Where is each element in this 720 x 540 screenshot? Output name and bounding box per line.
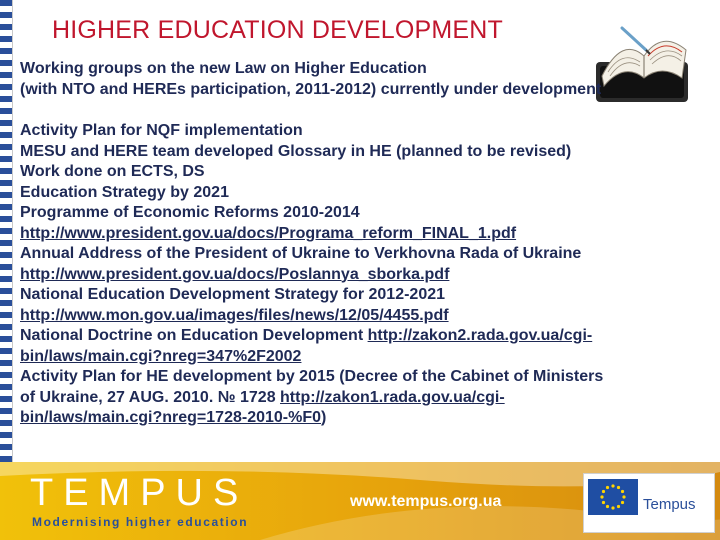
left-border-decoration bbox=[0, 0, 12, 462]
list-item bbox=[20, 388, 716, 409]
list-item bbox=[20, 306, 716, 327]
list-item bbox=[20, 347, 716, 368]
list-item bbox=[20, 285, 716, 306]
eu-star bbox=[611, 484, 614, 487]
tempus-logo-text: TEMPUS bbox=[30, 472, 249, 514]
document-link[interactable]: bin/laws/main.cgi?nreg=347%2F2002 bbox=[20, 347, 302, 365]
list-item bbox=[20, 224, 716, 245]
list-item-text: National Education Development Strategy for 2012-2021 bbox=[20, 286, 446, 303]
eu-star bbox=[606, 486, 609, 489]
document-link[interactable]: http://zakon1.rada.gov.ua/cgi- bbox=[280, 388, 505, 406]
list-item-text: Activity Plan for HE development by 2015 (Decree of the Cabinet of Ministers bbox=[20, 368, 604, 385]
eu-star bbox=[617, 505, 620, 508]
eu-star bbox=[611, 506, 614, 509]
spacer bbox=[20, 100, 716, 121]
eu-star bbox=[606, 505, 609, 508]
list-item bbox=[20, 326, 716, 347]
list-item bbox=[20, 265, 716, 286]
list-item-text: Work done on ECTS, DS bbox=[20, 163, 205, 180]
list-item-text: Activity Plan for NQF implementation bbox=[20, 122, 303, 139]
list-item bbox=[20, 408, 716, 429]
list-item bbox=[20, 203, 716, 224]
intro-line-2: (with NTO and HEREs participation, 2011-2012) currently under development bbox=[20, 80, 602, 98]
tempus-tagline: Modernising higher education bbox=[32, 515, 249, 529]
list-item-text: Annual Address of the President of Ukraine to Verkhovna Rada of Ukraine bbox=[20, 245, 582, 262]
list-item bbox=[20, 367, 716, 388]
website-link[interactable]: www.tempus.org.ua bbox=[350, 493, 502, 510]
list-item-text: MESU and HERE team developed Glossary in HE (planned to be revised) bbox=[20, 142, 572, 160]
list-item-text: Education Strategy by 2021 bbox=[20, 183, 229, 201]
eu-star bbox=[602, 501, 605, 504]
eu-star bbox=[602, 490, 605, 493]
document-link[interactable]: http://www.mon.gov.ua/images/files/news/12/05/4455.pdf bbox=[20, 306, 449, 324]
eu-star bbox=[622, 495, 625, 498]
list-item bbox=[20, 121, 716, 142]
list-item-text: of Ukraine, 27 AUG. 2010. № 1728 bbox=[20, 388, 281, 406]
list-item-text: National Doctrine on Education Development bbox=[20, 327, 368, 344]
eu-star bbox=[600, 495, 603, 498]
document-link[interactable]: http://www.president.gov.ua/docs/Programa_reform_FINAL_1.pdf bbox=[20, 224, 517, 242]
list-item-suffix: ) bbox=[321, 409, 327, 426]
document-link[interactable]: bin/laws/main.cgi?nreg=1728-2010-%F0 bbox=[20, 409, 322, 426]
eu-star bbox=[621, 490, 624, 493]
list-item bbox=[20, 183, 716, 204]
list-item bbox=[20, 142, 716, 163]
eu-flag-icon bbox=[588, 479, 638, 515]
list-item-text: Programme of Economic Reforms 2010-2014 bbox=[20, 204, 360, 221]
list-item bbox=[20, 244, 716, 265]
document-list bbox=[20, 121, 716, 429]
slide-content bbox=[20, 59, 716, 429]
eu-badge-label: Tempus bbox=[643, 496, 696, 513]
eu-star bbox=[621, 501, 624, 504]
document-link[interactable]: http://www.president.gov.ua/docs/Poslannya_sborka.pdf bbox=[20, 265, 450, 283]
intro-line-1: Working groups on the new Law on Higher Education bbox=[20, 60, 427, 77]
list-item bbox=[20, 162, 716, 183]
document-link[interactable]: http://zakon2.rada.gov.ua/cgi- bbox=[367, 327, 593, 344]
slide-title: HIGHER EDUCATION DEVELOPMENT bbox=[52, 16, 504, 44]
eu-star bbox=[617, 486, 620, 489]
eu-tempus-badge bbox=[583, 473, 715, 533]
